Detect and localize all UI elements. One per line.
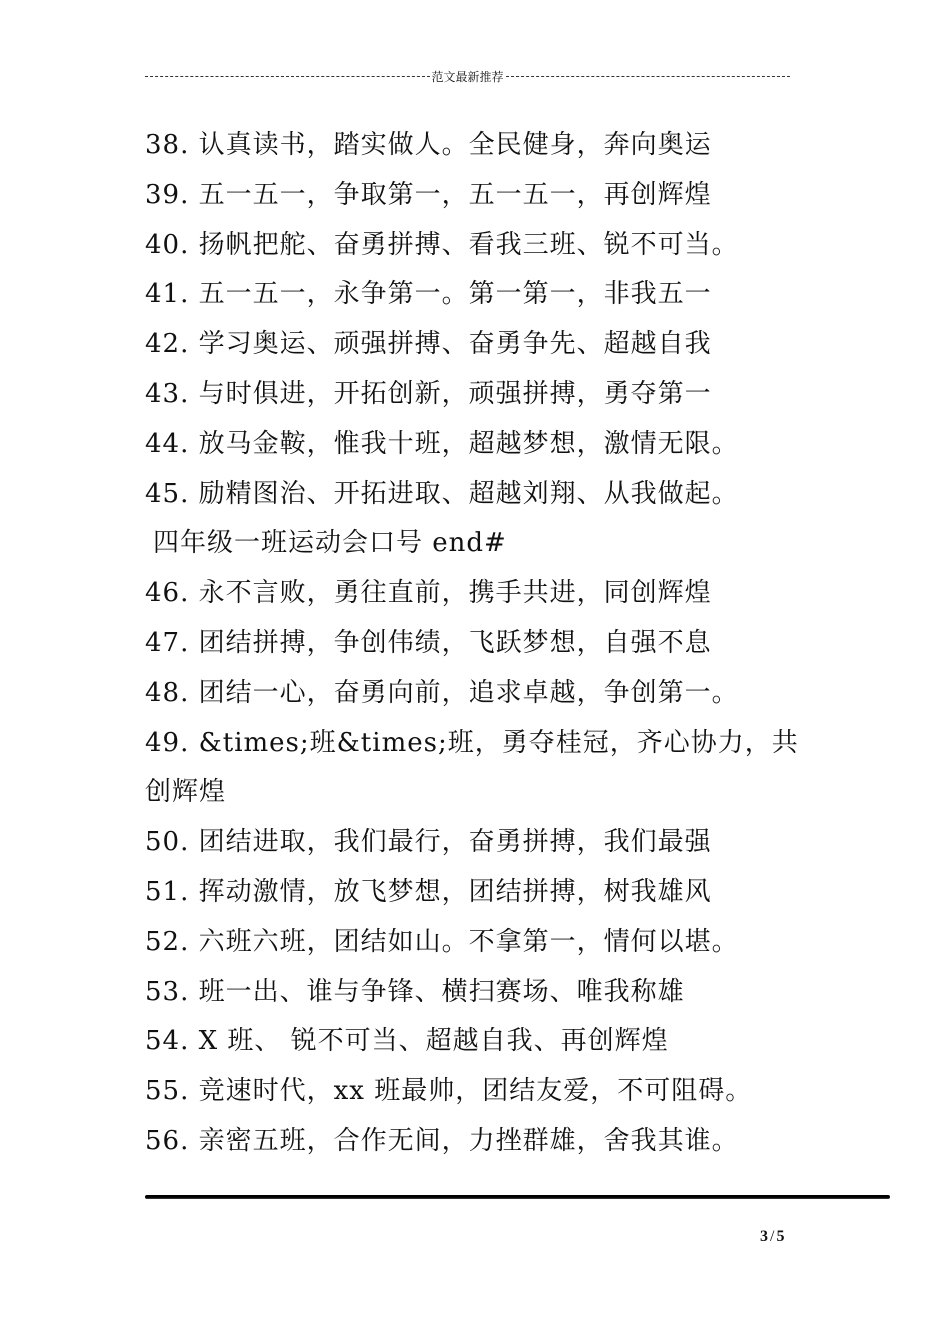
list-item: 48. 团结一心，奋勇向前，追求卓越，争创第一。: [145, 677, 739, 708]
list-item: 42. 学习奥运、顽强拼搏、奋勇争先、超越自我: [145, 329, 712, 360]
list-item: 39. 五一五一，争取第一，五一五一，再创辉煌: [145, 179, 712, 210]
list-item: 47. 团结拼搏，争创伟绩，飞跃梦想，自强不息: [145, 627, 712, 658]
list-item: 54. X 班、 锐不可当、超越自我、再创辉煌: [145, 1026, 669, 1057]
page-header: [145, 66, 790, 86]
list-item: 44. 放马金鞍，惟我十班，超越梦想，激情无限。: [145, 428, 739, 459]
list-item: 49. &times;班&times;班，勇夺桂冠，齐心协力，共创辉煌: [145, 727, 799, 808]
page-number: [760, 1228, 820, 1246]
page-separator: /: [770, 1228, 775, 1245]
list-item: 55. 竞速时代，xx 班最帅，团结友爱，不可阻碍。: [145, 1076, 753, 1107]
list-item: 52. 六班六班，团结如山。不拿第一，情何以堪。: [145, 926, 739, 957]
slogan-list: [145, 121, 825, 1167]
header-title: 范文最新推荐: [431, 69, 504, 84]
list-item: 51. 挥动激情，放飞梦想，团结拼搏，树我雄风: [145, 876, 712, 907]
list-item: 53. 班一出、谁与争锋、横扫赛场、唯我称雄: [145, 976, 685, 1007]
list-item: 45. 励精图治、开拓进取、超越刘翔、从我做起。: [145, 478, 739, 509]
list-item: 46. 永不言败，勇往直前，携手共进，同创辉煌: [145, 578, 712, 609]
list-item: 40. 扬帆把舵、奋勇拼搏、看我三班、锐不可当。: [145, 229, 739, 260]
list-item: 43. 与时俱进，开拓创新，顽强拼搏，勇夺第一: [145, 378, 712, 409]
header-dash-right: [506, 76, 791, 77]
list-item: 41. 五一五一，永争第一。第一第一，非我五一: [145, 279, 712, 310]
header-dash-left: [145, 76, 430, 77]
page-current: 3: [760, 1228, 768, 1245]
list-item: 38. 认真读书，踏实做人。全民健身，奔向奥运: [145, 130, 712, 160]
section-heading: 四年级一班运动会口号 end#: [153, 528, 507, 559]
page-total: 5: [776, 1228, 785, 1245]
footer-divider: [145, 1195, 890, 1199]
list-item: 50. 团结进取，我们最行，奋勇拼搏，我们最强: [145, 827, 712, 858]
list-item: 56. 亲密五班，合作无间，力挫群雄，舍我其谁。: [145, 1125, 739, 1156]
